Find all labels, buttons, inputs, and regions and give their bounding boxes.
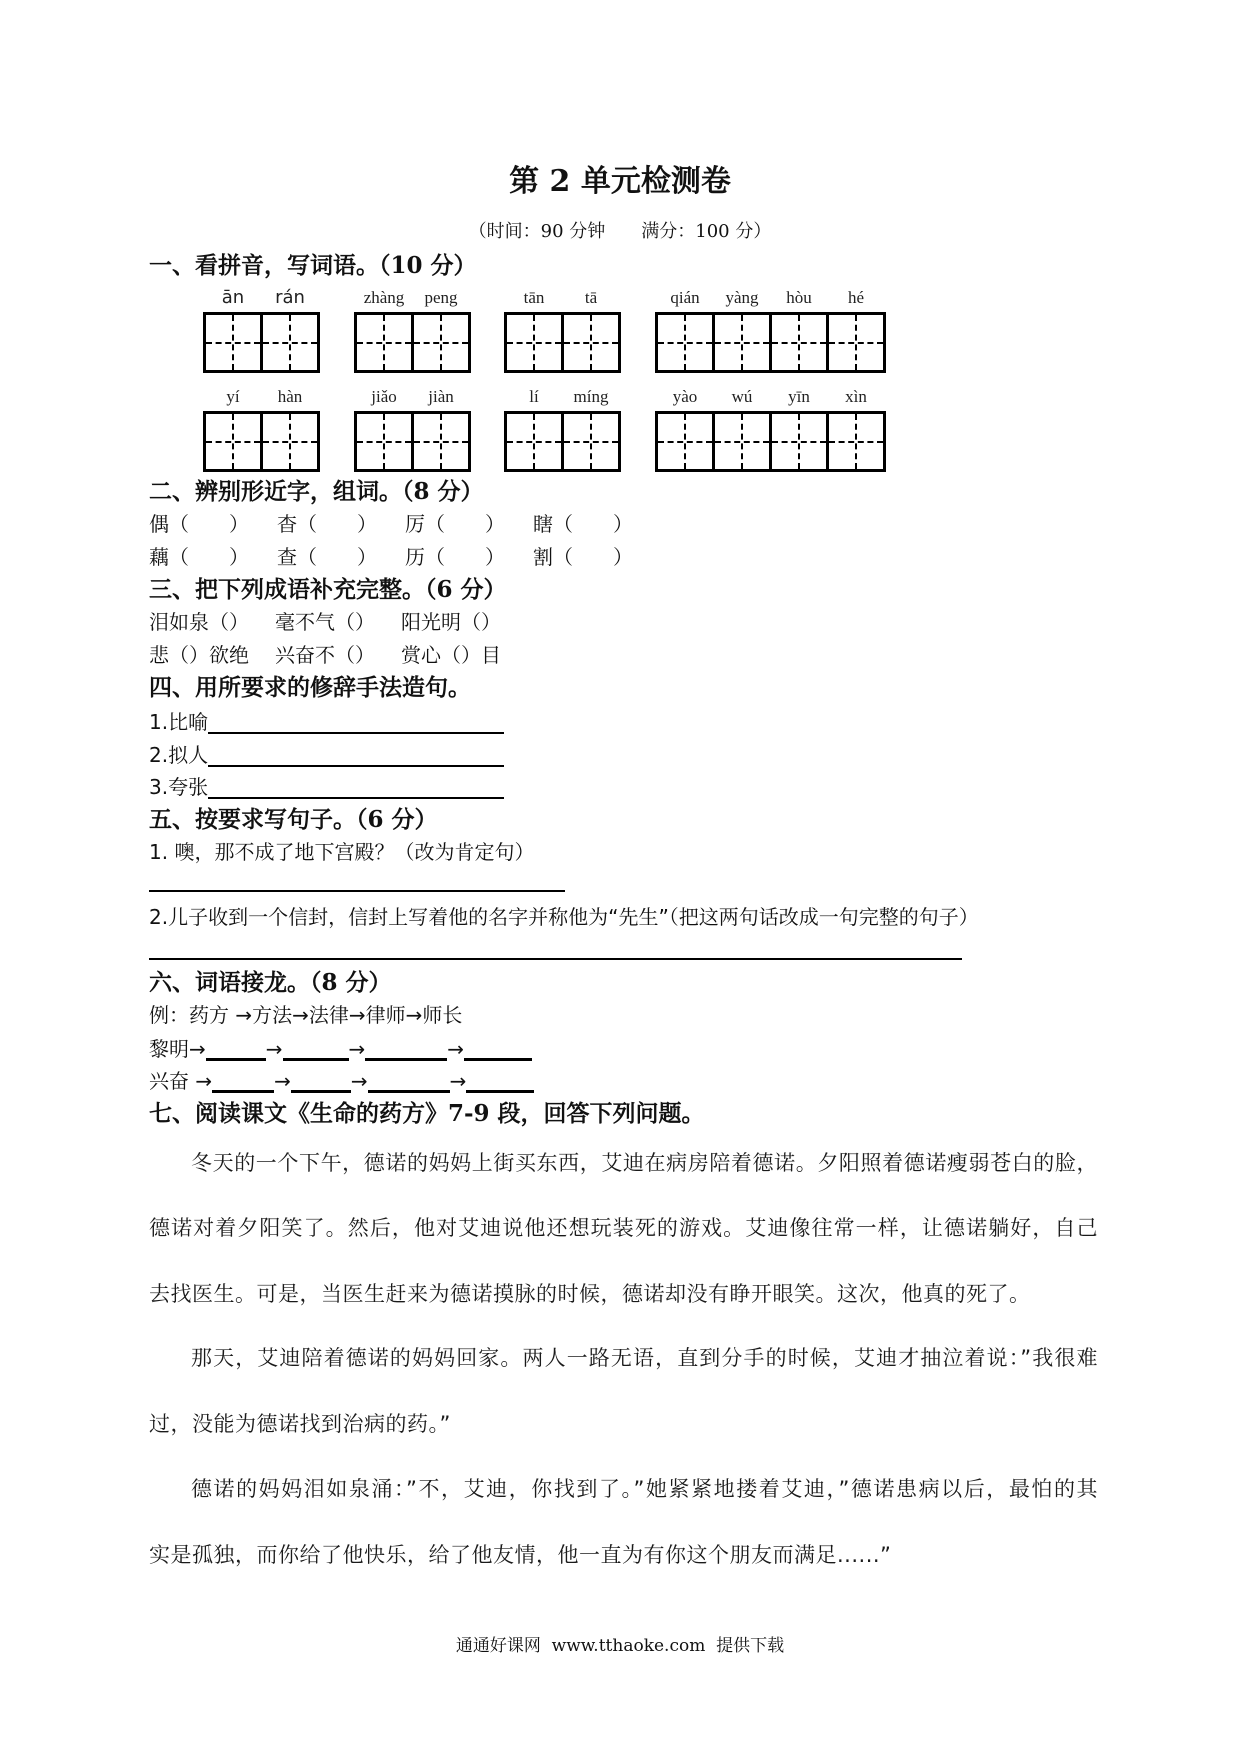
writing-grid bbox=[354, 312, 471, 373]
pinyin: peng bbox=[424, 288, 458, 307]
tianzige-cell bbox=[769, 312, 829, 373]
answer-blank bbox=[283, 1038, 349, 1061]
writing-grid bbox=[504, 312, 621, 373]
idiom-blank: 阳光明（） bbox=[401, 610, 501, 634]
answer-line bbox=[149, 890, 565, 892]
character-row bbox=[149, 541, 661, 573]
pinyin: lí bbox=[529, 387, 539, 406]
pinyin: xìn bbox=[845, 387, 867, 406]
pinyin-row bbox=[354, 383, 471, 411]
pinyin: hé bbox=[847, 288, 865, 307]
word-box-group bbox=[203, 284, 320, 373]
character-blank: 厉（ ） bbox=[405, 512, 505, 536]
character-blank: 割（ ） bbox=[533, 545, 633, 569]
tianzige-cell bbox=[561, 411, 621, 472]
word-box-group bbox=[504, 284, 621, 373]
tianzige-cell bbox=[411, 411, 471, 472]
item-label: 1.比喻 bbox=[149, 710, 209, 734]
pinyin: jiàn bbox=[428, 387, 454, 406]
writing-grid bbox=[354, 411, 471, 472]
pinyin: rán bbox=[275, 287, 305, 308]
writing-grid bbox=[655, 411, 886, 472]
rhetoric-item bbox=[149, 771, 504, 803]
tianzige-cell bbox=[712, 411, 772, 472]
page-title: 第 2 单元检测卷 bbox=[509, 164, 731, 199]
tianzige-cell bbox=[203, 312, 263, 373]
word-chain-example: 例：药方 →方法→法律→律师→师长 bbox=[149, 1003, 463, 1027]
tianzige-cell bbox=[260, 411, 320, 472]
pinyin-row bbox=[354, 284, 471, 312]
pinyin: yīn bbox=[788, 387, 810, 406]
tianzige-cell bbox=[203, 411, 263, 472]
tianzige-cell bbox=[504, 312, 564, 373]
pinyin: ān bbox=[221, 287, 245, 308]
character-blank: 杳（ ） bbox=[277, 512, 377, 536]
start-word: 黎明→ bbox=[149, 1037, 206, 1061]
answer-blank bbox=[206, 1038, 266, 1061]
tianzige-cell bbox=[504, 411, 564, 472]
tianzige-cell bbox=[260, 312, 320, 373]
character-blank: 瞎（ ） bbox=[533, 512, 633, 536]
character-row bbox=[149, 508, 661, 540]
pinyin-row bbox=[504, 383, 621, 411]
word-chain-row bbox=[149, 1033, 532, 1065]
page-footer: 通通好课网 www.tthaoke.com 提供下载 bbox=[455, 1636, 785, 1656]
writing-grid bbox=[203, 312, 320, 373]
idiom-row bbox=[149, 639, 527, 671]
idiom-blank: 泪如泉（） bbox=[149, 610, 249, 634]
answer-blank bbox=[365, 1038, 447, 1061]
tianzige-cell bbox=[826, 411, 886, 472]
word-box-group bbox=[203, 383, 320, 472]
pinyin-row bbox=[504, 284, 621, 312]
question-text: 2.儿子收到一个信封，信封上写着他的名字并称他为“先生”（把这两句话改成一句完整的句子） bbox=[149, 905, 979, 929]
character-blank: 查（ ） bbox=[277, 545, 377, 569]
character-blank: 历（ ） bbox=[405, 545, 505, 569]
item-label: 2.拟人 bbox=[149, 743, 209, 767]
section-heading: 七、阅读课文《生命的药方》7-9 段，回答下列问题。 bbox=[149, 1100, 705, 1127]
pinyin: yào bbox=[672, 387, 698, 406]
character-blank: 藕（ ） bbox=[149, 545, 249, 569]
tianzige-cell bbox=[769, 411, 829, 472]
pinyin-row bbox=[203, 383, 320, 411]
writing-grid bbox=[504, 411, 621, 472]
question-text: 1. 噢，那不成了地下宫殿？（改为肯定句） bbox=[149, 840, 535, 864]
word-box-group bbox=[504, 383, 621, 472]
character-blank: 偶（ ） bbox=[149, 512, 249, 536]
section-heading: 六、词语接龙。（8 分） bbox=[149, 969, 392, 996]
paragraph-line: 德诺的妈妈泪如泉涌：”不，艾迪，你找到了。”她紧紧地搂着艾迪，”德诺患病以后，最怕的其 bbox=[191, 1477, 1098, 1501]
arrow-icon: → bbox=[274, 1069, 291, 1093]
section-heading: 二、辨别形近字，组词。（8 分） bbox=[149, 478, 484, 505]
idiom-blank: 毫不气（） bbox=[275, 610, 375, 634]
writing-grid bbox=[655, 312, 886, 373]
pinyin: hòu bbox=[786, 288, 812, 307]
word-box-group bbox=[655, 383, 886, 472]
idiom-blank: 兴奋不（） bbox=[275, 643, 375, 667]
tianzige-cell bbox=[354, 312, 414, 373]
rhetoric-item bbox=[149, 739, 504, 771]
pinyin: tān bbox=[523, 288, 545, 307]
arrow-icon: → bbox=[350, 1069, 368, 1093]
idiom-blank: 赏心（）目 bbox=[401, 643, 501, 667]
paragraph-line: 那天，艾迪陪着德诺的妈妈回家。两人一路无语，直到分手的时候，艾迪才抽泣着说：”我很难 bbox=[191, 1346, 1098, 1370]
pinyin-row bbox=[203, 284, 320, 312]
tianzige-cell bbox=[561, 312, 621, 373]
rhetoric-item bbox=[149, 706, 504, 738]
section-heading: 一、看拼音，写词语。（10 分） bbox=[149, 252, 477, 279]
start-word: 兴奋 → bbox=[149, 1069, 213, 1093]
idiom-row bbox=[149, 606, 527, 638]
writing-grid bbox=[203, 411, 320, 472]
pinyin: yí bbox=[226, 387, 240, 406]
section-heading: 五、按要求写句子。（6 分） bbox=[149, 806, 438, 833]
pinyin-row bbox=[655, 383, 886, 411]
arrow-icon: → bbox=[447, 1037, 465, 1061]
section-heading: 四、用所要求的修辞手法造句。 bbox=[149, 674, 471, 701]
answer-line bbox=[149, 958, 962, 960]
pinyin: yàng bbox=[725, 288, 759, 307]
tianzige-cell bbox=[826, 312, 886, 373]
section-heading: 三、把下列成语补充完整。（6 分） bbox=[149, 576, 507, 603]
answer-blank bbox=[291, 1070, 351, 1093]
word-box-group bbox=[655, 284, 886, 373]
exam-info: （时间：90 分钟 满分：100 分） bbox=[468, 221, 772, 242]
paragraph-line: 过，没能为德诺找到治病的药。” bbox=[149, 1412, 451, 1436]
paragraph-line: 冬天的一个下午，德诺的妈妈上街买东西，艾迪在病房陪着德诺。夕阳照着德诺瘦弱苍白的脸， bbox=[191, 1151, 1098, 1175]
answer-blank bbox=[368, 1070, 450, 1093]
pinyin-row bbox=[655, 284, 886, 312]
answer-blank bbox=[466, 1070, 534, 1093]
arrow-icon: → bbox=[265, 1037, 283, 1061]
answer-blank bbox=[464, 1038, 532, 1061]
tianzige-cell bbox=[411, 312, 471, 373]
paragraph-line: 去找医生。可是，当医生赶来为德诺摸脉的时候，德诺却没有睁开眼笑。这次，他真的死了。 bbox=[149, 1282, 1031, 1306]
answer-line bbox=[208, 777, 504, 799]
pinyin: qián bbox=[670, 288, 700, 307]
arrow-icon: → bbox=[449, 1069, 467, 1093]
tianzige-cell bbox=[655, 312, 715, 373]
answer-line bbox=[208, 745, 504, 767]
tianzige-cell bbox=[354, 411, 414, 472]
answer-blank bbox=[212, 1070, 274, 1093]
pinyin: hàn bbox=[277, 387, 303, 406]
item-label: 3.夸张 bbox=[149, 775, 209, 799]
paragraph-line: 实是孤独，而你给了他快乐，给了他友情，他一直为有你这个朋友而满足......” bbox=[149, 1543, 892, 1567]
pinyin: zhàng bbox=[363, 288, 405, 307]
tianzige-cell bbox=[712, 312, 772, 373]
word-chain-row bbox=[149, 1065, 534, 1097]
idiom-blank: 悲（）欲绝 bbox=[149, 643, 249, 667]
paragraph-line: 德诺对着夕阳笑了。然后，他对艾迪说他还想玩装死的游戏。艾迪像往常一样，让德诺躺好，自己 bbox=[149, 1216, 1098, 1240]
pinyin: jiǎo bbox=[371, 387, 397, 406]
pinyin: míng bbox=[573, 387, 609, 406]
word-box-group bbox=[354, 284, 471, 373]
arrow-icon: → bbox=[348, 1037, 366, 1061]
pinyin: tā bbox=[584, 288, 598, 307]
word-box-group bbox=[354, 383, 471, 472]
pinyin: wú bbox=[731, 387, 753, 406]
tianzige-cell bbox=[655, 411, 715, 472]
answer-line bbox=[208, 712, 504, 734]
